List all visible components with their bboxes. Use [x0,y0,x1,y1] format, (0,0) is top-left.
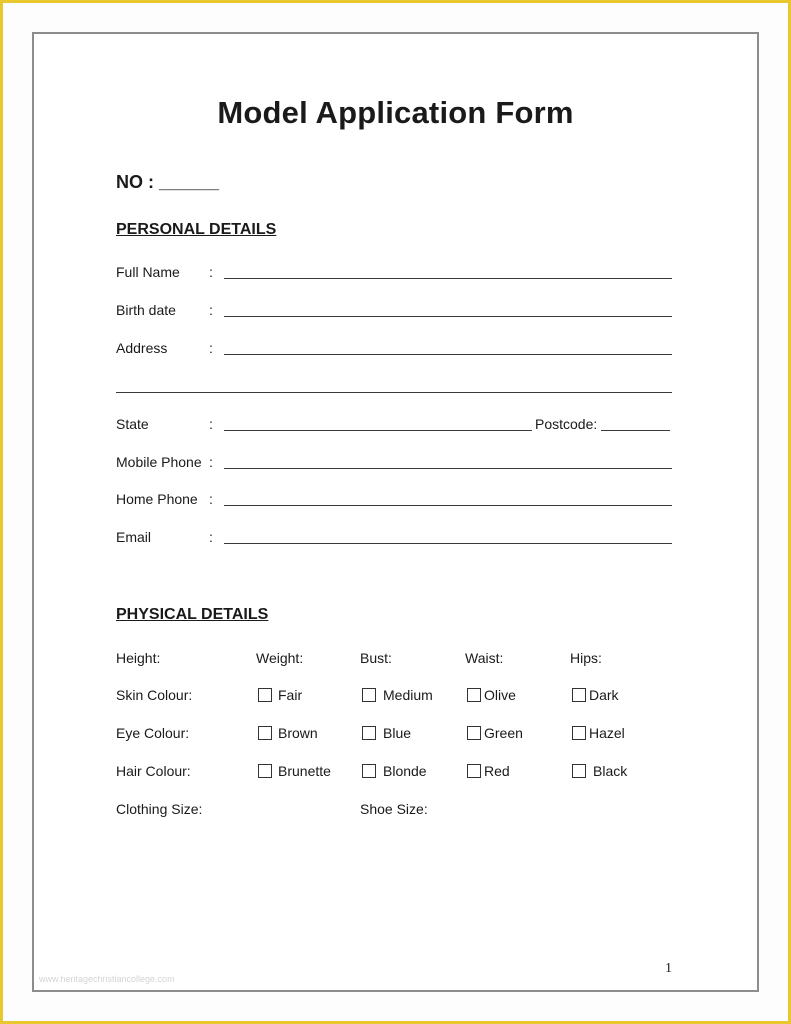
skin-colour-label: Skin Colour: [116,687,193,703]
hair-blonde-label: Blonde [383,763,427,779]
hair-brunette-label: Brunette [278,763,331,779]
skin-olive-label: Olive [484,687,516,703]
state-label: State [116,416,149,432]
bust-label: Bust: [360,650,392,666]
state-field[interactable] [224,430,532,431]
physical-details-heading: PHYSICAL DETAILS [116,606,269,623]
mobile-phone-colon: : [209,454,213,470]
height-label: Height: [116,650,161,666]
form-number-label: NO : ______ [116,172,220,192]
email-field[interactable] [224,543,672,544]
address-field-line-1[interactable] [224,354,672,355]
email-colon: : [209,529,213,545]
home-phone-label: Home Phone [116,491,198,507]
page-background [3,3,788,1021]
mobile-phone-field[interactable] [224,468,672,469]
eye-hazel-label: Hazel [589,725,625,741]
hair-brunette-checkbox[interactable] [258,764,272,778]
birth-date-label: Birth date [116,302,176,318]
clothing-size-label: Clothing Size: [116,801,203,817]
hair-black-checkbox[interactable] [572,764,586,778]
home-phone-field[interactable] [224,505,672,506]
watermark-text: www.heritagechristiancollege.com [39,974,175,984]
hair-blonde-checkbox[interactable] [362,764,376,778]
form-title: Model Application Form [217,95,574,130]
skin-fair-checkbox[interactable] [258,688,272,702]
hair-black-label: Black [593,763,628,779]
home-phone-colon: : [209,491,213,507]
state-colon: : [209,416,213,432]
postcode-label: Postcode: [535,416,598,432]
birth-date-field[interactable] [224,316,672,317]
waist-label: Waist: [465,650,504,666]
shoe-size-label: Shoe Size: [360,801,428,817]
full-name-label: Full Name [116,264,180,280]
skin-medium-label: Medium [383,687,433,703]
full-name-colon: : [209,264,213,280]
eye-hazel-checkbox[interactable] [572,726,586,740]
eye-green-label: Green [484,725,523,741]
birth-date-colon: : [209,302,213,318]
eye-green-checkbox[interactable] [467,726,481,740]
hips-label: Hips: [570,650,602,666]
eye-brown-label: Brown [278,725,318,741]
eye-colour-label: Eye Colour: [116,725,190,741]
full-name-field[interactable] [224,278,672,279]
address-colon: : [209,340,213,356]
skin-medium-checkbox[interactable] [362,688,376,702]
hair-colour-label: Hair Colour: [116,763,191,779]
page-number: 1 [665,961,672,976]
mobile-phone-label: Mobile Phone [116,454,202,470]
skin-dark-label: Dark [589,687,619,703]
eye-brown-checkbox[interactable] [258,726,272,740]
weight-label: Weight: [256,650,304,666]
email-label: Email [116,529,152,545]
eye-blue-checkbox[interactable] [362,726,376,740]
skin-dark-checkbox[interactable] [572,688,586,702]
address-field-line-2[interactable] [116,392,672,393]
hair-red-checkbox[interactable] [467,764,481,778]
skin-fair-label: Fair [278,687,303,703]
postcode-field[interactable] [601,430,670,431]
personal-details-heading: PERSONAL DETAILS [116,221,277,238]
skin-olive-checkbox[interactable] [467,688,481,702]
eye-blue-label: Blue [383,725,412,741]
hair-red-label: Red [484,763,510,779]
address-label: Address [116,340,168,356]
